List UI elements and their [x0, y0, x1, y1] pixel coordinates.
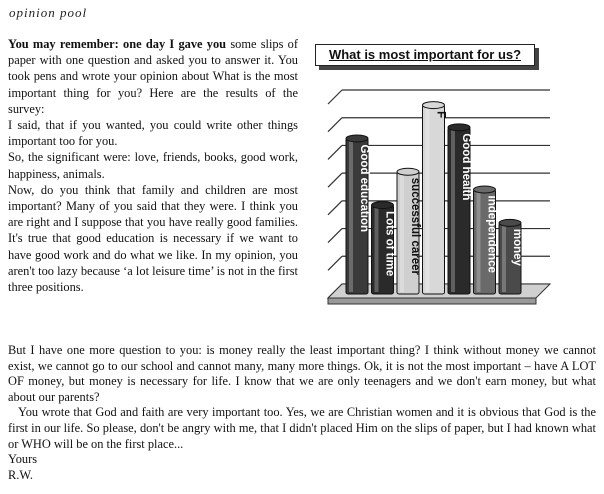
closing: Yours: [8, 452, 38, 467]
bar-label-3: F: [434, 111, 447, 119]
body-text: [8, 343, 596, 483]
bar-highlight-3: [426, 107, 430, 292]
body-paragraph-6: You wrote that God and faith are very important too. Yes, we are Christian women and it is obvious that God is the first in our life. So please, don't be angry with me, that I didn't placed Him on the slips of paper, but I had known what or WHO will be on the first place...: [8, 405, 596, 451]
intro-text: some slips of paper with one question and asked you to answer it. You took pens and wrote your opinion about What is the most important thing for you? Here are the results of the survey:: [8, 37, 298, 116]
grid-line-side: [328, 256, 342, 270]
bar-highlight-0: [349, 140, 353, 292]
bar-label-5: independence: [485, 195, 498, 273]
body-paragraph-5: But I have one more question to you: is money really the least important thing? I think without money we cannot exist, we cannot go to our school and cannot many, many more things. Ok, it is not the most important – have A LOT OF money, but money is necessary for life. I know that we are only teenagers and we don't earn money, but what about our parents?: [8, 343, 596, 404]
intro-paragraph-3: So, the significant were: love, friends, books, good work, happiness, animals.: [8, 150, 298, 181]
grid-line-side: [328, 229, 342, 243]
grid-line-side: [328, 145, 342, 159]
bar-highlight-2: [400, 174, 404, 292]
bar-highlight-6: [502, 225, 506, 292]
bar-highlight-1: [375, 207, 379, 292]
bar-top-5: [474, 186, 496, 193]
grid-line-side: [328, 118, 342, 132]
bar-top-2: [397, 168, 419, 175]
grid-line-side: [328, 173, 342, 187]
bar-highlight-4: [451, 129, 455, 292]
page-header: opinion pool: [9, 5, 88, 20]
grid-line-side: [328, 90, 342, 104]
bar-label-1: Lots of time: [383, 211, 396, 277]
intro-paragraph-1: [8, 36, 298, 117]
bar-highlight-5: [477, 192, 481, 292]
intro-paragraph-2: I said, that if you wanted, you could write other things important too for you.: [8, 118, 298, 149]
bar-label-6: money: [511, 228, 523, 266]
grid-line-side: [328, 201, 342, 215]
intro-column: [8, 36, 298, 295]
bar-label-4: Good health: [460, 133, 472, 201]
bar-chart: [310, 80, 560, 312]
bar-top-1: [372, 202, 394, 209]
bar-top-4: [448, 124, 470, 131]
bar-label-0: Good education: [358, 144, 370, 232]
bar-label-2: successful career: [409, 177, 421, 275]
bar-top-0: [346, 135, 368, 142]
chart-base: [328, 298, 536, 304]
intro-paragraph-4: Now, do you think that family and children are most important? Many of you said that they were. I think you are right and I suppose that you have really good families. It's true that good education is necessary if we want to have good work and do what we like. In my opinion, you aren't too lazy because ‘a lot leisure time’ is not in the first three positions.: [8, 182, 298, 295]
intro-lead: You may remember: one day I gave you: [8, 37, 227, 51]
bar-top-3: [423, 102, 445, 109]
bar-top-6: [499, 219, 521, 226]
signature: R.W.: [8, 467, 34, 482]
chart-title: What is most important for us?: [315, 44, 535, 66]
